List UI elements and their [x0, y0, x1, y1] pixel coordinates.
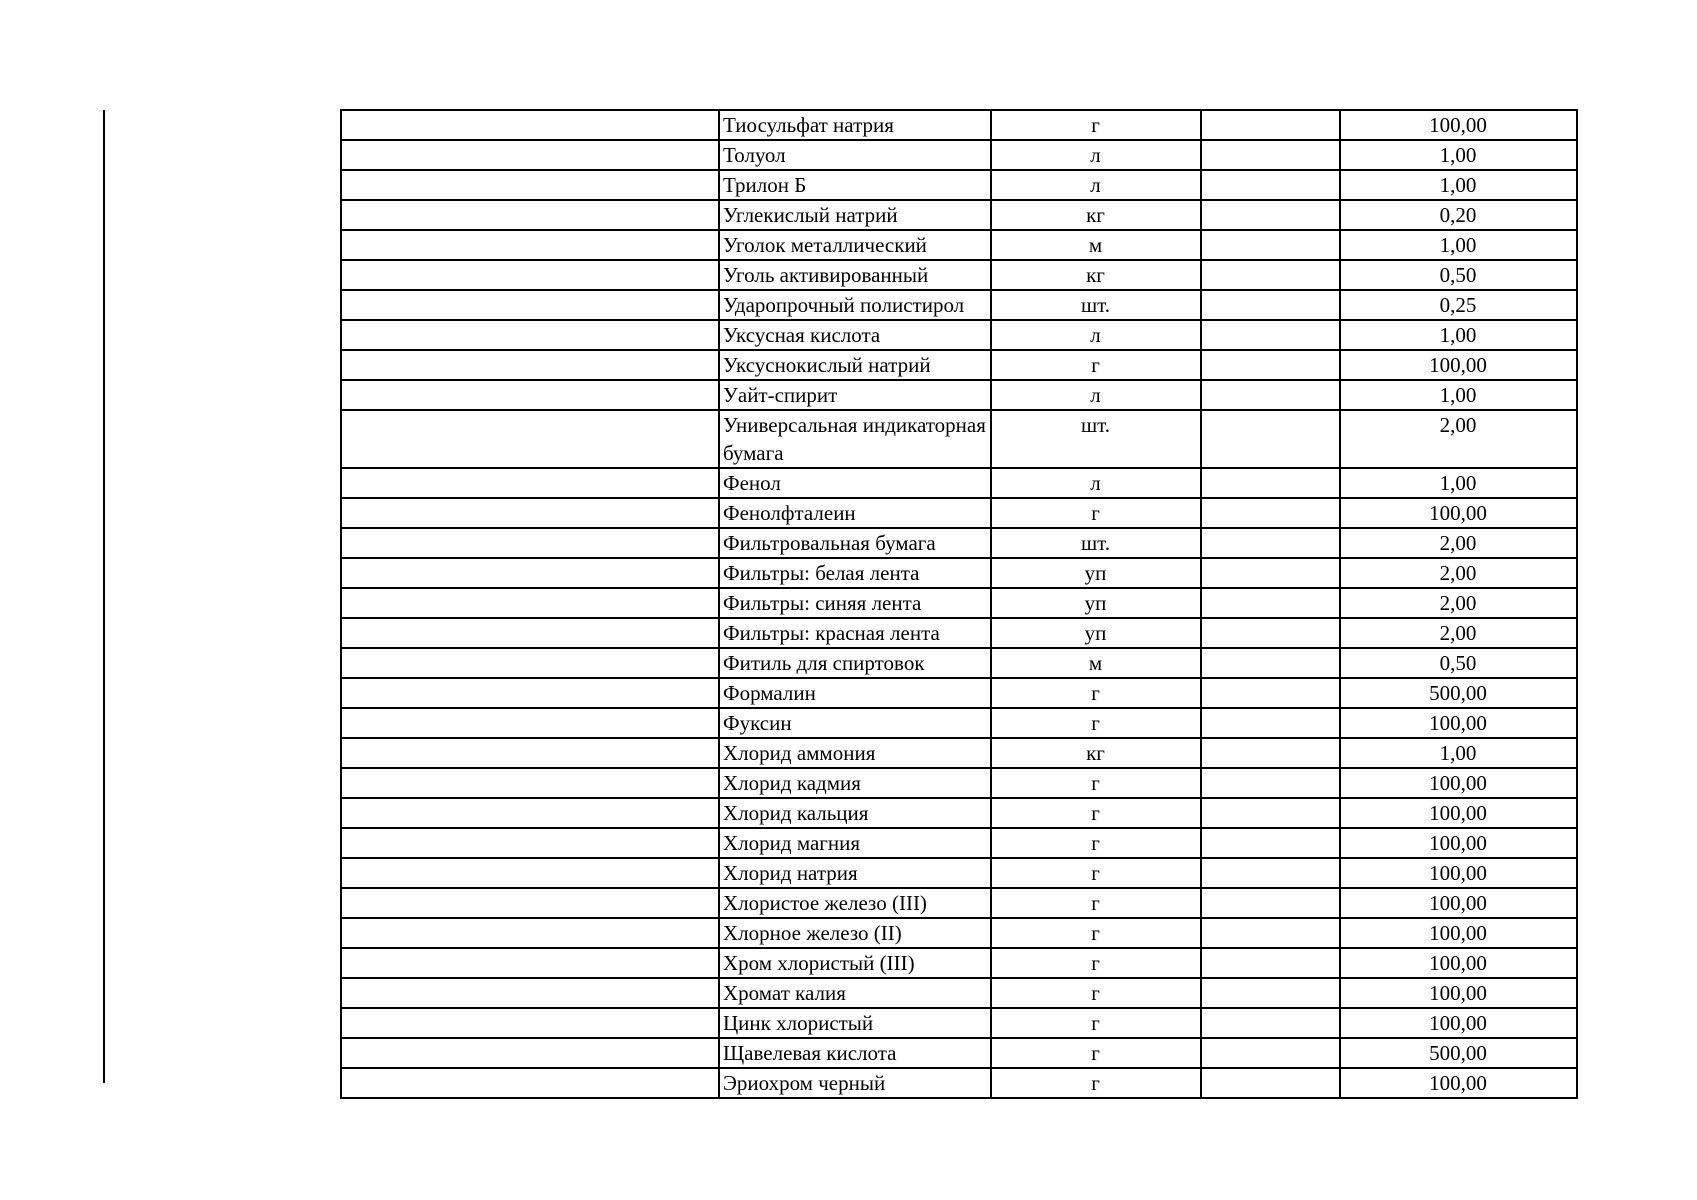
quantity-cell: 100,00: [1340, 1008, 1577, 1038]
item-name-cell: Универсальная индикаторная бумага: [719, 410, 991, 468]
blank-cell: [1201, 380, 1340, 410]
quantity-cell: 2,00: [1340, 588, 1577, 618]
blank-cell: [1201, 260, 1340, 290]
blank-cell: [341, 618, 719, 648]
unit-cell: шт.: [991, 290, 1201, 320]
table-row: [341, 828, 1577, 858]
item-name-cell: Фуксин: [719, 708, 991, 738]
quantity-cell: 2,00: [1340, 618, 1577, 648]
item-name-cell: Хром хлористый (III): [719, 948, 991, 978]
unit-cell: уп: [991, 588, 1201, 618]
blank-cell: [1201, 948, 1340, 978]
item-name-cell: Уксуснокислый натрий: [719, 350, 991, 380]
blank-cell: [341, 498, 719, 528]
quantity-cell: 100,00: [1340, 350, 1577, 380]
blank-cell: [1201, 708, 1340, 738]
quantity-cell: 0,50: [1340, 260, 1577, 290]
unit-cell: уп: [991, 558, 1201, 588]
table-row: [341, 918, 1577, 948]
table-row: [341, 588, 1577, 618]
quantity-cell: 100,00: [1340, 798, 1577, 828]
unit-cell: л: [991, 140, 1201, 170]
blank-cell: [341, 140, 719, 170]
table-row: [341, 648, 1577, 678]
blank-cell: [341, 738, 719, 768]
blank-cell: [1201, 1068, 1340, 1098]
unit-cell: шт.: [991, 528, 1201, 558]
item-name-cell: Уайт-спирит: [719, 380, 991, 410]
table-row: [341, 170, 1577, 200]
table-row: [341, 260, 1577, 290]
item-name-cell: Фенол: [719, 468, 991, 498]
unit-cell: кг: [991, 260, 1201, 290]
blank-cell: [1201, 140, 1340, 170]
quantity-cell: 100,00: [1340, 888, 1577, 918]
supplies-table: [340, 109, 1578, 1099]
quantity-cell: 1,00: [1340, 468, 1577, 498]
blank-cell: [341, 948, 719, 978]
blank-cell: [341, 648, 719, 678]
blank-cell: [1201, 648, 1340, 678]
quantity-cell: 100,00: [1340, 498, 1577, 528]
quantity-cell: 1,00: [1340, 170, 1577, 200]
item-name-cell: Хромат калия: [719, 978, 991, 1008]
blank-cell: [341, 558, 719, 588]
item-name-cell: Хлористое железо (III): [719, 888, 991, 918]
blank-cell: [341, 798, 719, 828]
unit-cell: л: [991, 320, 1201, 350]
table-row: [341, 558, 1577, 588]
blank-cell: [341, 320, 719, 350]
item-name-cell: Хлорид кальция: [719, 798, 991, 828]
blank-cell: [341, 290, 719, 320]
blank-cell: [1201, 528, 1340, 558]
unit-cell: г: [991, 350, 1201, 380]
item-name-cell: Хлорид кадмия: [719, 768, 991, 798]
unit-cell: л: [991, 468, 1201, 498]
unit-cell: л: [991, 380, 1201, 410]
table-row: [341, 290, 1577, 320]
unit-cell: г: [991, 828, 1201, 858]
blank-cell: [1201, 350, 1340, 380]
item-name-cell: Фильтровальная бумага: [719, 528, 991, 558]
table-row: [341, 498, 1577, 528]
blank-cell: [1201, 888, 1340, 918]
blank-cell: [341, 380, 719, 410]
item-name-cell: Уголь активированный: [719, 260, 991, 290]
unit-cell: г: [991, 858, 1201, 888]
table-row: [341, 888, 1577, 918]
table-row: [341, 320, 1577, 350]
item-name-cell: Фитиль для спиртовок: [719, 648, 991, 678]
item-name-cell: Уголок металлический: [719, 230, 991, 260]
quantity-cell: 100,00: [1340, 1068, 1577, 1098]
item-name-cell: Эриохром черный: [719, 1068, 991, 1098]
blank-cell: [341, 588, 719, 618]
table-row: [341, 858, 1577, 888]
table-row: [341, 798, 1577, 828]
blank-cell: [1201, 798, 1340, 828]
blank-cell: [341, 200, 719, 230]
unit-cell: кг: [991, 200, 1201, 230]
item-name-cell: Фильтры: красная лента: [719, 618, 991, 648]
quantity-cell: 1,00: [1340, 380, 1577, 410]
unit-cell: г: [991, 768, 1201, 798]
item-name-cell: Углекислый натрий: [719, 200, 991, 230]
blank-cell: [1201, 768, 1340, 798]
blank-cell: [341, 230, 719, 260]
unit-cell: г: [991, 888, 1201, 918]
blank-cell: [1201, 978, 1340, 1008]
table-row: [341, 678, 1577, 708]
blank-cell: [1201, 618, 1340, 648]
item-name-cell: Трилон Б: [719, 170, 991, 200]
table-row: [341, 618, 1577, 648]
blank-cell: [1201, 588, 1340, 618]
table-row: [341, 200, 1577, 230]
blank-cell: [341, 708, 719, 738]
blank-cell: [341, 260, 719, 290]
quantity-cell: 500,00: [1340, 1038, 1577, 1068]
quantity-cell: 2,00: [1340, 558, 1577, 588]
table-row: [341, 708, 1577, 738]
unit-cell: г: [991, 978, 1201, 1008]
table-row: [341, 978, 1577, 1008]
blank-cell: [1201, 918, 1340, 948]
blank-cell: [1201, 468, 1340, 498]
table-row: [341, 380, 1577, 410]
unit-cell: г: [991, 498, 1201, 528]
blank-cell: [341, 1068, 719, 1098]
table-row: [341, 1038, 1577, 1068]
unit-cell: г: [991, 110, 1201, 140]
quantity-cell: 1,00: [1340, 320, 1577, 350]
item-name-cell: Хлорное железо (II): [719, 918, 991, 948]
table-row: [341, 410, 1577, 468]
item-name-cell: Ударопрочный полистирол: [719, 290, 991, 320]
quantity-cell: 1,00: [1340, 140, 1577, 170]
quantity-cell: 1,00: [1340, 230, 1577, 260]
blank-cell: [1201, 290, 1340, 320]
table-row: [341, 350, 1577, 380]
blank-cell: [1201, 320, 1340, 350]
blank-cell: [1201, 410, 1340, 468]
quantity-cell: 0,20: [1340, 200, 1577, 230]
item-name-cell: Уксусная кислота: [719, 320, 991, 350]
unit-cell: шт.: [991, 410, 1201, 468]
blank-cell: [341, 858, 719, 888]
blank-cell: [1201, 230, 1340, 260]
unit-cell: г: [991, 798, 1201, 828]
unit-cell: г: [991, 918, 1201, 948]
blank-cell: [341, 468, 719, 498]
blank-cell: [1201, 1008, 1340, 1038]
quantity-cell: 2,00: [1340, 528, 1577, 558]
blank-cell: [341, 410, 719, 468]
unit-cell: г: [991, 678, 1201, 708]
table-row: [341, 1008, 1577, 1038]
blank-cell: [341, 1008, 719, 1038]
unit-cell: уп: [991, 618, 1201, 648]
quantity-cell: 500,00: [1340, 678, 1577, 708]
blank-cell: [1201, 498, 1340, 528]
unit-cell: г: [991, 708, 1201, 738]
item-name-cell: Фильтры: белая лента: [719, 558, 991, 588]
quantity-cell: 100,00: [1340, 978, 1577, 1008]
quantity-cell: 100,00: [1340, 708, 1577, 738]
blank-cell: [1201, 110, 1340, 140]
item-name-cell: Цинк хлористый: [719, 1008, 991, 1038]
blank-cell: [341, 918, 719, 948]
blank-cell: [341, 110, 719, 140]
blank-cell: [341, 1038, 719, 1068]
unit-cell: м: [991, 230, 1201, 260]
item-name-cell: Хлорид аммония: [719, 738, 991, 768]
table-row: [341, 468, 1577, 498]
quantity-cell: 100,00: [1340, 828, 1577, 858]
quantity-cell: 0,50: [1340, 648, 1577, 678]
blank-cell: [1201, 858, 1340, 888]
item-name-cell: Хлорид натрия: [719, 858, 991, 888]
unit-cell: г: [991, 948, 1201, 978]
blank-cell: [1201, 678, 1340, 708]
item-name-cell: Тиосульфат натрия: [719, 110, 991, 140]
unit-cell: г: [991, 1038, 1201, 1068]
blank-cell: [341, 828, 719, 858]
table-row: [341, 768, 1577, 798]
blank-cell: [1201, 1038, 1340, 1068]
table-row: [341, 140, 1577, 170]
blank-cell: [1201, 200, 1340, 230]
blank-cell: [341, 350, 719, 380]
unit-cell: м: [991, 648, 1201, 678]
blank-cell: [1201, 558, 1340, 588]
unit-cell: г: [991, 1068, 1201, 1098]
unit-cell: л: [991, 170, 1201, 200]
quantity-cell: 0,25: [1340, 290, 1577, 320]
table-row: [341, 948, 1577, 978]
item-name-cell: Формалин: [719, 678, 991, 708]
quantity-cell: 100,00: [1340, 768, 1577, 798]
supplies-table-body: [341, 110, 1577, 1098]
quantity-cell: 100,00: [1340, 948, 1577, 978]
blank-cell: [341, 678, 719, 708]
blank-cell: [341, 888, 719, 918]
quantity-cell: 100,00: [1340, 110, 1577, 140]
unit-cell: кг: [991, 738, 1201, 768]
table-row: [341, 110, 1577, 140]
table-row: [341, 738, 1577, 768]
table-row: [341, 528, 1577, 558]
item-name-cell: Хлорид магния: [719, 828, 991, 858]
blank-cell: [1201, 828, 1340, 858]
table-row: [341, 1068, 1577, 1098]
unit-cell: г: [991, 1008, 1201, 1038]
blank-cell: [1201, 170, 1340, 200]
blank-cell: [341, 978, 719, 1008]
quantity-cell: 1,00: [1340, 738, 1577, 768]
blank-cell: [341, 528, 719, 558]
quantity-cell: 100,00: [1340, 918, 1577, 948]
blank-cell: [341, 768, 719, 798]
table-row: [341, 230, 1577, 260]
item-name-cell: Фенолфталеин: [719, 498, 991, 528]
item-name-cell: Фильтры: синяя лента: [719, 588, 991, 618]
quantity-cell: 2,00: [1340, 410, 1577, 468]
item-name-cell: Толуол: [719, 140, 991, 170]
page-margin-rule: [103, 110, 105, 1083]
blank-cell: [1201, 738, 1340, 768]
quantity-cell: 100,00: [1340, 858, 1577, 888]
blank-cell: [341, 170, 719, 200]
item-name-cell: Щавелевая кислота: [719, 1038, 991, 1068]
